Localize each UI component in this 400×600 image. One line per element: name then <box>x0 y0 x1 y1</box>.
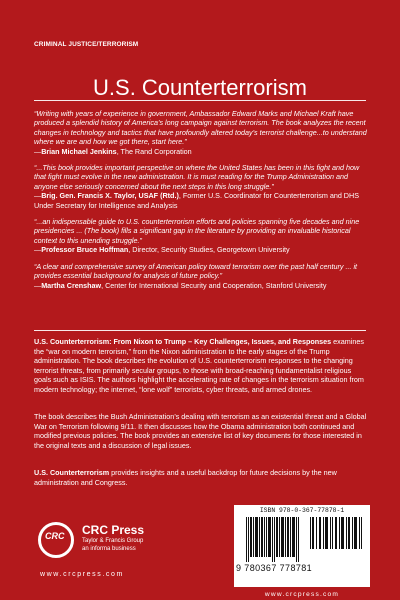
barcode-digits: 9 780367 778781 <box>236 563 313 573</box>
endorsement <box>34 109 368 156</box>
crc-logo-text: CRC <box>45 531 65 541</box>
publisher-website: www.crcpress.com <box>40 571 124 578</box>
description-book-title: U.S. Counterterrorism <box>34 468 110 477</box>
barcode <box>234 505 370 587</box>
description-book-title: U.S. Counterterrorism: From Nixon to Trump – Key Challenges, Issues, and Responses <box>34 337 332 346</box>
isbn-label: ISBN 978-0-367-77878-1 <box>259 507 345 514</box>
endorser-name: Brig. Gen. Francis X. Taylor, USAF (Rtd.) <box>41 191 179 201</box>
endorsement-attribution: —Brig. Gen. Francis X. Taylor, USAF (Rtd.), Former U.S. Coordinator for Counterterrorism and DHS Under Secretary for Intelligence and Analysis <box>34 191 359 210</box>
description-paragraph <box>34 468 368 487</box>
endorser-name: Professor Bruce Hoffman <box>41 245 129 255</box>
barcode-addon-icon <box>310 517 362 549</box>
endorsement-text: “Writing with years of experience in government, Ambassador Edward Marks and Michael Kraft have produced a splendid history of America’s long campaign against terrorism. The book analyzes the recent changes in technology and tactics that have profoundly altered today’s terrorist challenge...to understand where we are and how we got there, start here.” <box>34 109 367 147</box>
website-label: www.crcpress.com <box>264 591 340 598</box>
description-text: examines the “war on modern terrorism,” from the Nixon administration to the early stages of the Trump administration. The book describes the evolution of U.S. counterterrorism responses to the changing terrorist threats, from primarily secular groups, to those with broad-reaching fundamentalist religious goals such as ISIS. The authors highlight the accelerating rate of changes in the terrorism situation from modern technology; the internet, “lone wolf” terrorists, cyber threats, and armed drones. <box>34 337 364 394</box>
divider <box>34 100 366 101</box>
endorsement-text: “...an indispensable guide to U.S. counterterrorism efforts and policies spanning five decades and nine presidencies ... (The book) fills a significant gap in the literature by providing an invaluable historical context to this unending struggle.” <box>34 217 360 245</box>
endorser-affiliation: , Former U.S. Coordinator for Counterterrorism and DHS Under Secretary for Intelligence and Analysis <box>34 191 359 210</box>
description-text: provides insights and a useful backdrop for future decisions by the new administration and Congress. <box>34 468 337 487</box>
publisher-tagline: an informa business <box>82 546 136 552</box>
endorsement <box>34 163 368 210</box>
publisher-group: Taylor & Francis Group <box>82 538 144 544</box>
category-label: CRIMINAL JUSTICE/TERRORISM <box>34 41 139 48</box>
divider <box>34 330 366 331</box>
endorsement-text: “A clear and comprehensive survey of American policy toward terrorism over the past half century ... it provides essential background for analysis of future policy.” <box>34 261 358 281</box>
endorsement-attribution: —Brian Michael Jenkins, The Rand Corporation <box>34 146 192 156</box>
endorsements <box>34 109 368 297</box>
endorsement <box>34 262 368 290</box>
description-paragraph <box>34 337 368 395</box>
publisher-logo <box>32 522 232 582</box>
endorsement <box>34 217 368 255</box>
endorser-affiliation: , The Rand Corporation <box>116 146 192 156</box>
publisher-name: CRC Press <box>82 523 145 537</box>
book-title: U.S. Counterterrorism <box>93 75 307 100</box>
endorsement-attribution: —Professor Bruce Hoffman, Director, Security Studies, Georgetown University <box>34 245 290 255</box>
endorser-name: Brian Michael Jenkins <box>41 146 117 156</box>
endorser-name: Martha Crenshaw <box>41 280 102 290</box>
endorser-affiliation: , Center for International Security and Cooperation, Stanford University <box>101 280 327 290</box>
endorser-affiliation: , Director, Security Studies, Georgetown University <box>128 245 290 255</box>
endorsement-attribution: —Martha Crenshaw, Center for International Security and Cooperation, Stanford University <box>34 280 327 290</box>
barcode-bars-icon <box>246 517 300 562</box>
endorsement-text: “...This book provides important perspective on where the United States has been in this fight and how that fight must evolve in the new administration. It is must reading for the Trump Administration and anyone else seriously concerned about the next steps in this long struggle.” <box>34 163 360 191</box>
description-paragraph: The book describes the Bush Administration’s dealing with terrorism as an existential threat and a Global War on Terrorism following 9/11. It then discusses how the Obama administration both continued and modified previous policies. The book provides an extensive list of key documents for those interested in the original texts and a discussion of legal issues. <box>34 412 367 450</box>
